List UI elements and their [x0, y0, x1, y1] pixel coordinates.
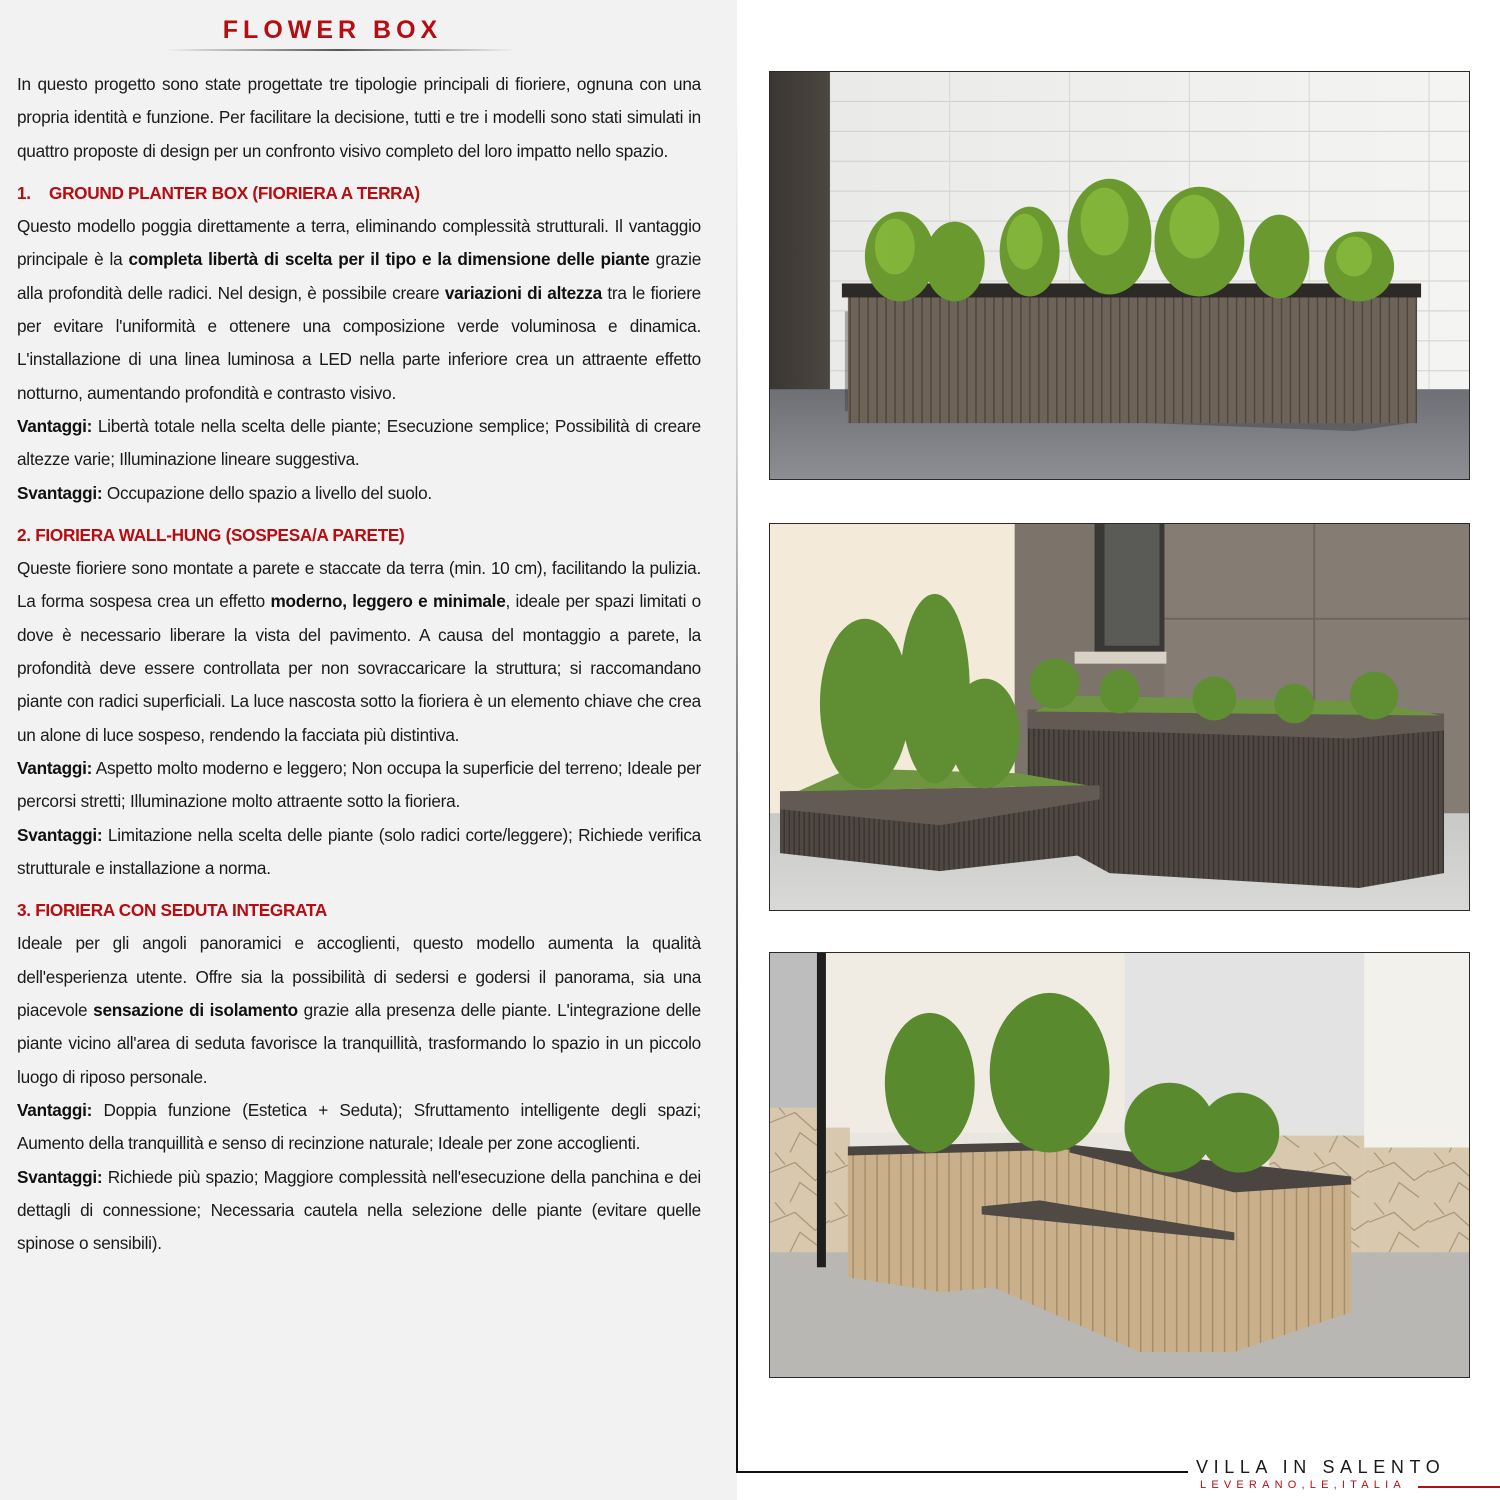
cons-text: Occupazione dello spazio a livello del suolo. [106, 482, 432, 503]
emphasis-text: sensazione di isolamento [93, 1000, 298, 1021]
pros-text: Aspetto molto moderno e leggero; Non occupa la superficie del terreno; Ideale per percorsi stretti; Illuminazione molto attraente sotto la fioriera. [17, 757, 702, 812]
section-2-heading [17, 519, 701, 552]
section-1-body: Questo modello poggia direttamente a terra, eliminando complessità strutturali. Il vantaggio principale è la completa libertà di scelta per il tipo e la dimensione delle piante grazie alla profondità delle radici. Nel design, è possibile creare variazioni di altezza tra le fioriere per evitare l'uniformità e ottenere una composizione verde voluminosa e dinamica. L'installazione di una linea luminosa a LED nella parte inferiore crea un attraente effetto notturno, aumentando profondità e contrasto visivo. [17, 216, 701, 403]
pros-text: Doppia funzione (Estetica + Seduta); Sfruttamento intelligente degli spazi; Aumento della tranquillità e senso di recinzione naturale; Ideale per zone accoglienti. [17, 1099, 701, 1154]
cons-text: Limitazione nella scelta delle piante (solo radici corte/leggere); Richiede verifica strutturale e installazione a norma. [17, 824, 701, 878]
section-number: 3. [17, 900, 31, 921]
cons-label: Svantaggi: [17, 482, 103, 503]
cons-label: Svantaggi: [17, 1166, 103, 1187]
brand-accent-rule [1418, 1486, 1500, 1488]
cons-label: Svantaggi: [17, 824, 103, 845]
section-2-pros [17, 752, 701, 819]
wall-hung-planter-illustration [770, 524, 1469, 910]
pros-label: Vantaggi: [17, 757, 93, 778]
title-divider [165, 49, 515, 51]
document-body [17, 68, 701, 1260]
frame-vertical-rule [736, 100, 738, 1473]
pros-text: Libertà totale nella scelta delle piante; Esecuzione semplice; Possibilità di creare altezze varie; Illuminazione lineare suggestiva. [17, 415, 701, 470]
section-1-heading [17, 177, 701, 210]
brand-location: LEVERANO,LE,ITALIA [1200, 1479, 1406, 1491]
section-3-heading [17, 894, 701, 927]
brand-name: VILLA IN SALENTO [1196, 1457, 1446, 1477]
pros-label: Vantaggi: [17, 415, 93, 436]
section-title: GROUND PLANTER BOX (FIORIERA A TERRA) [49, 182, 420, 203]
emphasis-text: variazioni di altezza [444, 282, 602, 303]
emphasis-text: completa libertà di scelta per il tipo e la dimensione delle piante [128, 249, 650, 270]
ground-planter-render [769, 71, 1470, 480]
seat-planter-render [769, 952, 1470, 1378]
section-3-cons [17, 1161, 701, 1261]
section-number: 2. [17, 524, 31, 545]
section-title: FIORIERA CON SEDUTA INTEGRATA [35, 900, 327, 921]
section-3-body: Ideale per gli angoli panoramici e accoglienti, questo modello aumenta la qualità dell'esperienza utente. Offre sia la possibilità di sedersi e godersi il panorama, sia una piacevole sensazione di isolamento grazie alla presenza delle piante. L'integrazione delle piante vicino all'area di seduta favorisce la tranquillità, trasformando lo spazio in un piccolo luogo di riposo personale. [17, 933, 701, 1087]
section-title: FIORIERA WALL-HUNG (SOSPESA/A PARETE) [35, 524, 405, 545]
cons-text: Richiede più spazio; Maggiore complessità nell'esecuzione della panchina e dei dettagli di connessione; Necessaria cautela nella selezione delle piante (evitare quelle spinose o sensibili). [17, 1166, 701, 1254]
section-2-body: Queste fioriere sono montate a parete e staccate da terra (min. 10 cm), facilitando la pulizia. La forma sospesa crea un effetto moderno, leggero e minimale, ideale per spazi limitati o dove è necessario liberare la vista del pavimento. A causa del montaggio a parete, la profondità deve essere controllata per non sovraccaricare la struttura; si raccomandano piante con radici superficiali. La luce nascosta sotto la fioriera è un elemento chiave che crea un alone di luce sospeso, rendendo la facciata più distintiva. [17, 558, 701, 745]
emphasis-text: moderno, leggero e minimale [270, 591, 506, 612]
section-1-pros [17, 410, 701, 477]
frame-horizontal-rule [736, 1471, 1188, 1473]
wall-hung-planter-render [769, 523, 1470, 911]
page-title: FLOWER BOX [222, 16, 443, 44]
section-1-cons [17, 477, 701, 510]
section-number: 1. [17, 182, 31, 203]
seat-planter-illustration [770, 953, 1469, 1377]
pros-label: Vantaggi: [17, 1099, 93, 1120]
section-3-pros [17, 1094, 701, 1161]
ground-planter-illustration [770, 72, 1469, 479]
intro-paragraph: In questo progetto sono state progettate tre tipologie principali di fioriere, ognuna con una propria identità e funzione. Per facilitare la decisione, tutti e tre i modelli sono stati simulati in quattro proposte di design per un confronto visivo completo del loro impatto nello spazio. [17, 74, 701, 161]
section-2-cons [17, 819, 701, 886]
